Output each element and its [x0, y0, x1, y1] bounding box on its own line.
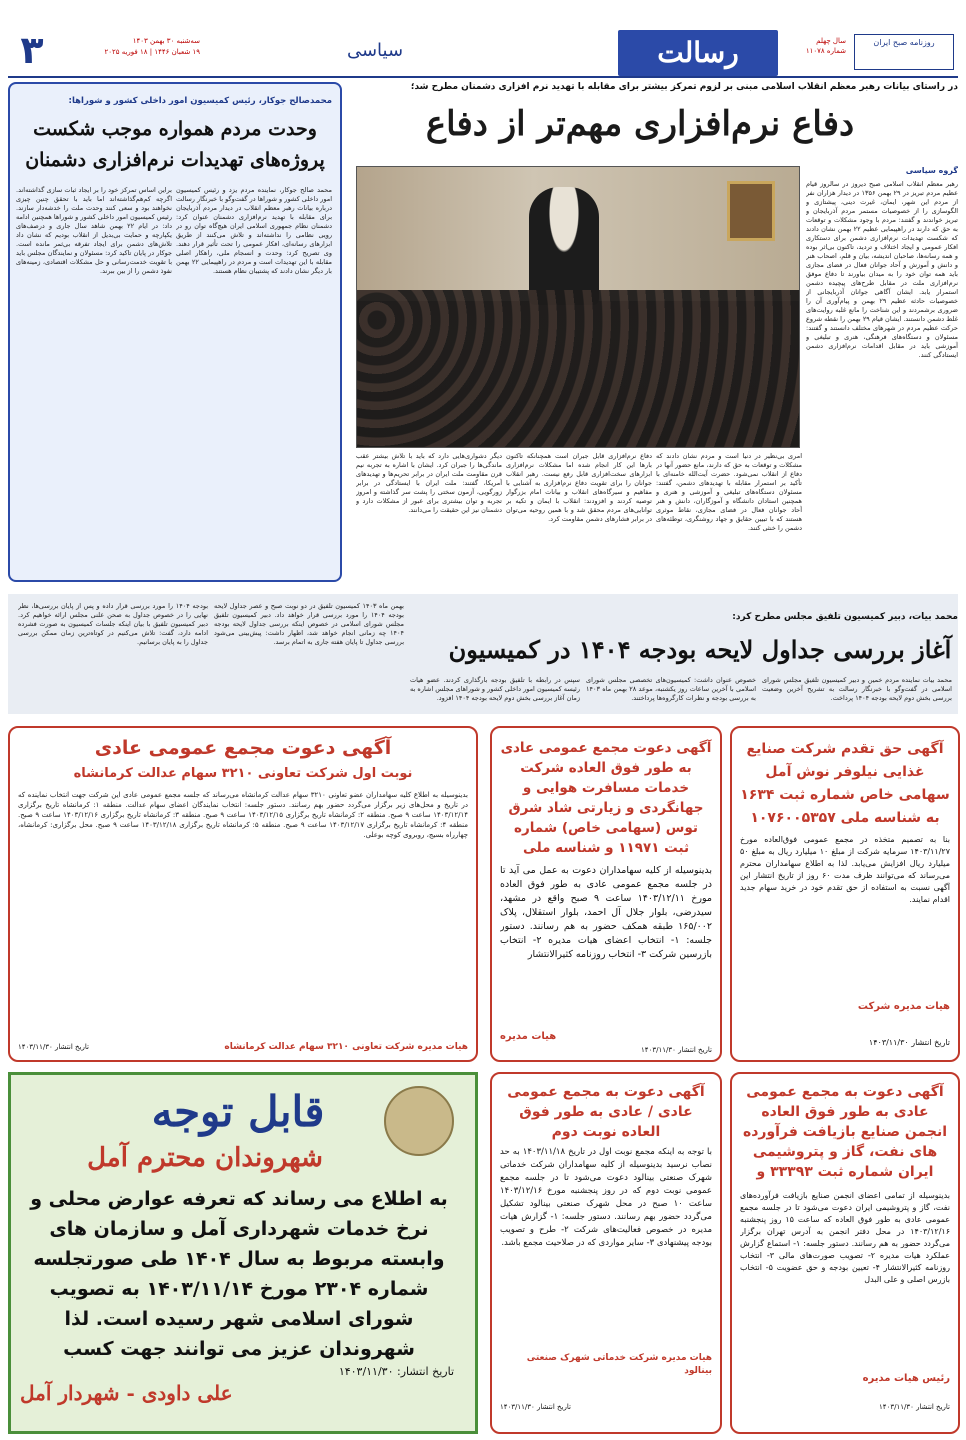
budget-story-column-2: بهمن ماه ۱۴۰۳ کمیسیون تلفیق در دو نوبت صبح و عصر جداول لایحه بودجه ۱۴۰۴ را مورد بررسی قرار خواهد داد. دبیر کمیسیون تلفیق مجلس شورای اسلامی در خصوص اینکه بررسی جداول لایحه بودجه ۱۴۰۴ چه زمانی انجام خواهد شد، اظهار داشت: پیش‌بینی می‌شود بررسی جداول تا پایان هفته جاری به اتمام برسد.: [214, 602, 404, 646]
ad-shad-shargh-date: تاریخ انتشار ۱۴۰۳/۱۱/۳۰: [641, 1046, 712, 1054]
lead-kicker: در راستای بیانات رهبر معظم انقلاب اسلامی مبنی بر لزوم تمرکز بیشتر برای مقابله با تهدید نرم افزاری دشمنان مطرح شد؛: [410, 82, 958, 92]
budget-story-column-4: خصوص عنوان داشت: کمیسیون‌های تخصصی مجلس شورای اسلامی با آخرین ساعات روز یکشنبه، موعد ۲۸ بهمن ماه ۱۴۰۳ به بررسی بودجه و نظرات کارگروه‌ها پرداختند.: [586, 676, 756, 702]
ad-amol-signature: علی داودی - شهردار آمل: [20, 1381, 233, 1405]
hijri-gregorian-date: ۱۹ شعبان ۱۴۴۶ | ۱۸ فوریه ۲۰۲۵: [104, 48, 200, 56]
weekday-date: سه‌شنبه ۳۰ بهمن ۱۴۰۳: [132, 37, 200, 45]
photo-portrait-frame: [727, 181, 775, 241]
ad-amol-date: تاریخ انتشار: ۱۴۰۳/۱۱/۳۰: [338, 1365, 454, 1378]
ad-recycling-date: تاریخ انتشار ۱۴۰۳/۱۱/۳۰: [879, 1403, 950, 1411]
date-block: [60, 36, 200, 68]
ad-niloufar-date: تاریخ انتشار ۱۴۰۳/۱۱/۳۰: [868, 1038, 950, 1047]
lead-author: گروه سیاسی: [905, 166, 958, 175]
ad-binaloud-signature: هیات مدیره شرکت خدماتی شهرک صنعتی بینالود: [526, 1353, 712, 1376]
ad-amol-title: قابل توجه: [151, 1087, 325, 1136]
lead-photo: [356, 166, 800, 448]
ad-kermanshah-subtitle: نوبت اول شرکت تعاونی ۳۲۱۰ سهام عدالت کرمانشاه: [73, 766, 413, 781]
section-name: سیاسی: [346, 40, 404, 61]
lead-column-1: رهبر معظم انقلاب اسلامی صبح دیروز در سالروز قیام عظیم مردم تبریز در ۲۹ بهمن ۱۳۵۶ در دیدار هزاران نفر از مردم این شهر، ایمان، غیرت دینی، پیشتازی و الگوسازی را از خصوصیات مستمر مردم آذربایجان و تبریز خواندند و گفتند: مردم با وجود مشکلات و توقعات به حق که دارند در راهپیمایی عظیم ۲۲ بهمن نشان دادند که شکست تهدیدات نرم‌افزاری دشمن برای دستکاری افکار عمومی و ایجاد اختلاف و تردید، تاکنون بی‌اثر بوده و همه رسانه‌ها، صاحبان اندیشه، بیان و قلم، اصحاب هنر و دانش و آموزش و آحاد جوانان فعال در فضای مجازی باید همه توان خود را به میدان بیاورند تا دفاع موفق نرم‌افزاری ملت در مقابل طرح‌های پیچیده دشمن استمرار یابد. ایشان آگاهی جوانان آذربایجانی از خصوصیات حادثه عظیم ۲۹ بهمن و پیام‌آوری آن را ضروری برشمردند و این شناخت را مانع غلبه روایت‌های غلط دشمن دانستند. ایشان قیام ۲۹ بهمن را نقطه شروع حرکت عظیم مردم در شهرهای مختلف دانستند و گفتند: مسئولان و دستگاه‌های فرهنگی، هنری و تبلیغی و آموزشی باید در مقابل اقدامات نرم‌افزاری دشمن ایستادگی کنند.: [806, 180, 958, 359]
ad-niloufar-body: بنا به تصمیم متخذه در مجمع عمومی فوق‌العاده مورخ ۱۴۰۳/۱۱/۲۷ سرمایه شرکت از مبلغ ۱۰ میلیارد ریال به مبلغ ۵۰ میلیارد ریال افزایش می‌یابد. لذا به اطلاع سهامداران محترم می‌رساند که می‌توانند ظرف مدت ۶۰ روز از تاریخ انتشار این آگهی نسبت به استفاده از حق تقدم خود در خرید سهام جدید اقدام نمایند.: [740, 835, 950, 904]
ad-kermanshah-date: تاریخ انتشار ۱۴۰۳/۱۱/۳۰: [18, 1043, 89, 1051]
ad-recycling-body: بدینوسیله از تمامی اعضای انجمن صنایع بازیافت فرآورده‌های نفت، گاز و پتروشیمی ایران دعوت می‌شود تا در جلسه مجمع عمومی عادی به طور فوق العاده که ساعت ۱۵ روز پنجشنبه ۱۴۰۳/۱۲/۱۶ در محل دفتر انجمن به آدرس تهران برگزار می‌گردد حضور به هم رسانند. دستور جلسه: ۱- استماع گزارش عملکرد هیات مدیره ۲- تصویب صورت‌های مالی ۳- انتخاب روزنامه کثیرالانتشار ۴- تعیین بودجه و حق عضویت ۵- انتخاب بازرس اصلی و علی البدل: [740, 1191, 950, 1284]
year-label: سال چهلم: [816, 37, 846, 45]
lead-column-2: امری بی‌نظیر در دنیا است و مردم نشان دادند که مشکلات و توقعات به حق که دارند، مانع حضور آنها در دفاع از انقلاب نمی‌شود. حضرت آیت‌الله خامنه‌ای با تأکید بر استمرار مقابله با تهدیدهای دشمن، گفتند: مسئولان دستگاه‌های تبلیغی و آموزشی و هنری و همچنین استادان دانشگاه و آموزگاران، دانش و هنر آحاد جوانان فعال در فضای مجازی، نقاط موثری هستند که با تبیین حقایق و جهاد روشنگری، توطئه‌های دشمن را خنثی کنند.: [656, 452, 802, 532]
photo-speaker: [529, 187, 599, 305]
issue-info: [786, 36, 846, 68]
ad-recycling-title: آگهی دعوت به مجمع عمومی عادی به طور فوق العاده انجمن صنایع بازیافت فرآورده های نفت، گاز و پتروشیمی ایران شماره ثبت ۳۳۳۹۳ و: [742, 1084, 948, 1180]
budget-story-column-5: محمد بیات نماینده مردم خمین و دبیر کمیسیون تلفیق مجلس شورای اسلامی در گفت‌وگو با خبرنگار رسالت به تشریح آخرین وضعیت بررسی بخش دوم لایحه بودجه ۱۴۰۴ پرداخت.: [762, 676, 952, 702]
budget-story-column-1: بودجه ۱۴۰۴ را مورد بررسی قرار داده و پس از پایان بررسی‌ها، نظر نهایی را در خصوص جداول به صحن علنی مجلس ارائه خواهیم کرد. دبیر کمیسیون تلفیق با بیان اینکه جلسات کمیسیون به صورت فشرده ادامه دارد، گفت: تلاش می‌کنیم در کوتاه‌ترین زمان ممکن بررسی جداول را به پایان برسانیم.: [18, 602, 208, 646]
ad-kermanshah-body: بدینوسیله به اطلاع کلیه سهامداران عضو تعاونی ۳۲۱۰ سهام عدالت کرمانشاه می‌رساند که جلسه مجمع عمومی عادی این شرکت جهت انتخاب نماینده که در تاریخ و محل‌های زیر برگزار می‌گردد حضور بهم رسانند. دستور جلسه: انتخاب نمایندگان اعضای سهام عدالت. منطقه ۱: کرمانشاه تاریخ برگزاری ۱۴۰۳/۱۲/۱۴ ساعت ۹ صبح. منطقه ۲: کرمانشاه تاریخ برگزاری ۱۴۰۳/۱۲/۱۵ ساعت ۹ صبح. منطقه ۳: کرمانشاه تاریخ برگزاری ۱۴۰۳/۱۲/۱۶ ساعت ۹ صبح. منطقه ۴: کرمانشاه تاریخ برگزاری ۱۴۰۳/۱۲/۱۷ ساعت ۹ صبح. منطقه ۵: کرمانشاه تاریخ برگزاری ۱۴۰۳/۱۲/۱۸ ساعت ۹ صبح. محل برگزاری: کرمانشاه، چهارراه بسیج، روبروی کوچه بوعلی.: [18, 791, 468, 839]
ad-shad-shargh-signature: هیات مدیره: [500, 1031, 557, 1042]
page-number: ۳: [20, 30, 44, 70]
ad-kermanshah-title: آگهی دعوت مجمع عمومی عادی: [94, 737, 392, 759]
ad-shad-shargh-title: آگهی دعوت مجمع عمومی عادی به طور فوق العاده شرکت خدمات مسافرت هوایی و جهانگردی و زیارتی شاد شرق توس (سهامی خاص) شماره ثبت ۱۱۹۷۱ و شناسه ملی: [500, 740, 712, 856]
ad-niloufar-title: آگهی حق تقدم شرکت صنایع غذایی نیلوفر نوش آمل سهامی خاص شماره ثبت ۱۶۳۴ به شناسه ملی ۱۰۷۶۰۰۵۳۵۷: [740, 741, 950, 826]
ad-niloufar-signature: هیات مدیره شرکت: [857, 1001, 950, 1012]
newspaper-logo: رسالت: [618, 30, 778, 76]
ad-amol-subtitle: شهروندان محترم آمل: [87, 1143, 323, 1173]
lead-column-4: دیگر دشواری‌هایی دارد که باید با تلاش بیشتر عقب ماندگی‌ها را جبران کرد. ایشان با اشاره به تجربه نیم قرن مقاومت ملت ایران در برابر تحریم‌ها و تهدیدهای آمریکا، گفتند: ملت ایران با ایستادگی در برابر زورگویی، آزمون سختی را پشت سر گذاشته و امروز تجربه و توان بیشتری برای عبور از مشکلات دارد و دشمنان نیز این حقیقت را می‌دانند.: [356, 452, 502, 514]
amol-municipality-emblem-icon: [384, 1086, 454, 1156]
side-story-column-1: محمد صالح جوکار، نماینده مردم یزد و رئیس کمیسیون امور داخلی کشور و شوراها در گفت‌وگو با خبرنگار رسالت درباره بیانات رهبر معظم انقلاب در دیدار مردم آذربایجان برای مقابله با تهدید نرم‌افزاری دشمنان عنوان کرد: دشمنان نظام جمهوری اسلامی ایران هیچ‌گاه توان رو در رویی نظامی را نداشته‌اند و تلاش می‌کنند از طریق ابزارهای رسانه‌ای، افکار عمومی را تحت تأثیر قرار دهند. وی تصریح کرد: وحدت و انسجام ملی، راهکار اصلی مقابله با این تهدیدات است و مردم در راهپیمایی ۲۲ بهمن بار دیگر نشان دادند که پشتیبان نظام هستند.: [176, 186, 332, 275]
ad-kermanshah-signature: هیات مدیره شرکت تعاونی ۳۲۱۰ سهام عدالت کرمانشاه: [224, 1042, 468, 1052]
issue-label: شماره ۱۱۰۷۸: [805, 47, 846, 55]
ad-binaloud-body: با توجه به اینکه مجمع نوبت اول در تاریخ ۱۴۰۳/۱۱/۱۸ به حد نصاب نرسید بدینوسیله از کلیه سهامداران شرکت خدماتی شهرک صنعتی بینالود دعوت می‌شود تا در جلسه مجمع عمومی نوبت دوم که در روز پنجشنبه مورخ ۱۴۰۳/۱۲/۱۶ ساعت ۱۰ صبح در محل شهرک صنعتی بینالود تشکیل می‌گردد حضور بهم رسانند. دستور جلسه: ۱- گزارش هیات مدیره در خصوص فعالیت‌های شرکت ۲- طرح و تصویب بودجه پیشنهادی ۳- سایر مواردی که در صلاحیت مجمع باشد.: [500, 1147, 712, 1248]
budget-story-title: آغاز بررسی جداول لایحه بودجه ۱۴۰۴ در کمیسیون: [448, 635, 952, 664]
lead-headline: دفاع نرم‌افزاری مهم‌تر از دفاع: [425, 104, 855, 144]
side-story-column-2: براین اساس تمرکز خود را بر ایجاد ثبات سازی گذاشته‌اند. اگرچه کم‌هم‌گذاشته‌اند اما باید با تحقق چنین چیزی نخواهند بود و سعی کنند وحدت ملت را خدشه‌دار سازند. رئیس کمیسیون امور داخلی کشور و شوراها همچنین ادامه داد: در ایام ۲۲ بهمن شاهد سال جاری و درصف‌های یکپارچه و حمایت بی‌بدیل از انقلاب بودیم که نشان داد تلاش‌های دشمن برای ایجاد تفرقه بی‌ثمر مانده است. جوکار در پایان تاکید کرد: مسئولان و نمایندگان مجلس باید با تقویت خدمت‌رسانی و حل مشکلات اقتصادی، زمینه‌های نفوذ دشمن را از بین ببرند.: [16, 186, 172, 275]
paper-emblem: روزنامه صبح ایران: [854, 34, 954, 70]
ad-shad-shargh-body: بدینوسیله از کلیه سهامداران دعوت به عمل می آید تا در جلسه مجمع عمومی عادی به طور فوق العاده مورخ ۱۴۰۳/۱۲/۱۱ ساعت ۹ صبح واقع در مشهد، سیدرضی، بلوار جلال آل احمد، بلوار استقلال، پلاک ۱۶۵/۰۰۲ طبقه همکف حضور به هم رسانند. دستور جلسه: ۱- انتخاب اعضای هیات مدیره ۲- انتخاب بازرسین شرکت ۳- انتخاب روزنامه کثیرالانتشار: [500, 865, 712, 960]
side-story-kicker: محمدصالح جوکار، رئیس کمیسیون امور داخلی کشور و شوراها:: [68, 96, 332, 106]
side-story-title: وحدت مردم همواره موجب شکست پروژه‌های تهدیدات نرم‌افزاری دشمنان: [25, 118, 325, 171]
ad-amol-body: به اطلاع می رساند که تعرفه عوارض محلی و نرخ خدمات شهرداری آمل و سازمان های وابسته مربوط به سال ۱۴۰۴ طی صورتجلسه شماره ۲۳۰۴ مورخ ۱۴۰۳/۱۱/۱۴ به تصویب شورای اسلامی شهر رسیده است. لذا شهروندان عزیز می توانند جهت کسب: [30, 1188, 448, 1360]
header-rule: [8, 76, 958, 78]
ad-binaloud-date: تاریخ انتشار ۱۴۰۳/۱۱/۳۰: [500, 1403, 571, 1411]
budget-story-kicker: محمد بیات، دبیر کمیسیون تلفیق مجلس مطرح کرد:: [732, 612, 958, 622]
ad-recycling-signature: رئیس هیات مدیره: [862, 1373, 950, 1384]
photo-crowd: [357, 290, 799, 447]
lead-column-3: دفاع نرم‌افزاری قابل جبران است همچنانکه تاکنون بارها این کار انجام شده اما مشکلات نرم‌افزاری ابزارهای سخت‌افزاری قابل رفع نیست. رهبر انقلاب جوانان را برای تقویت دفاع نرم‌افزاری به آشنایی با مفاهیم و سیرگاه‌های انقلاب و بیانات امام بزرگوار توصیه کردند و افزودند: انقلاب با ایمان و تکیه بر توانایی‌های مردم محقق شد و با همین روحیه می‌توان در برابر فشارهای دشمن مقاومت کرد.: [506, 452, 652, 523]
budget-story-column-3: سپس در رابطه با تلفیق بودجه بارگذاری کردند. عضو هیات رئیسه کمیسیون امور داخلی کشور و شوراهای مجلس اشاره به زمان آغاز بررسی بخش دوم لایحه بودجه ۱۴۰۴ افزود.: [410, 676, 580, 702]
ad-binaloud-title: آگهی دعوت به مجمع عمومی عادی / عادی به طور فوق العاده نوبت دوم: [507, 1084, 705, 1140]
